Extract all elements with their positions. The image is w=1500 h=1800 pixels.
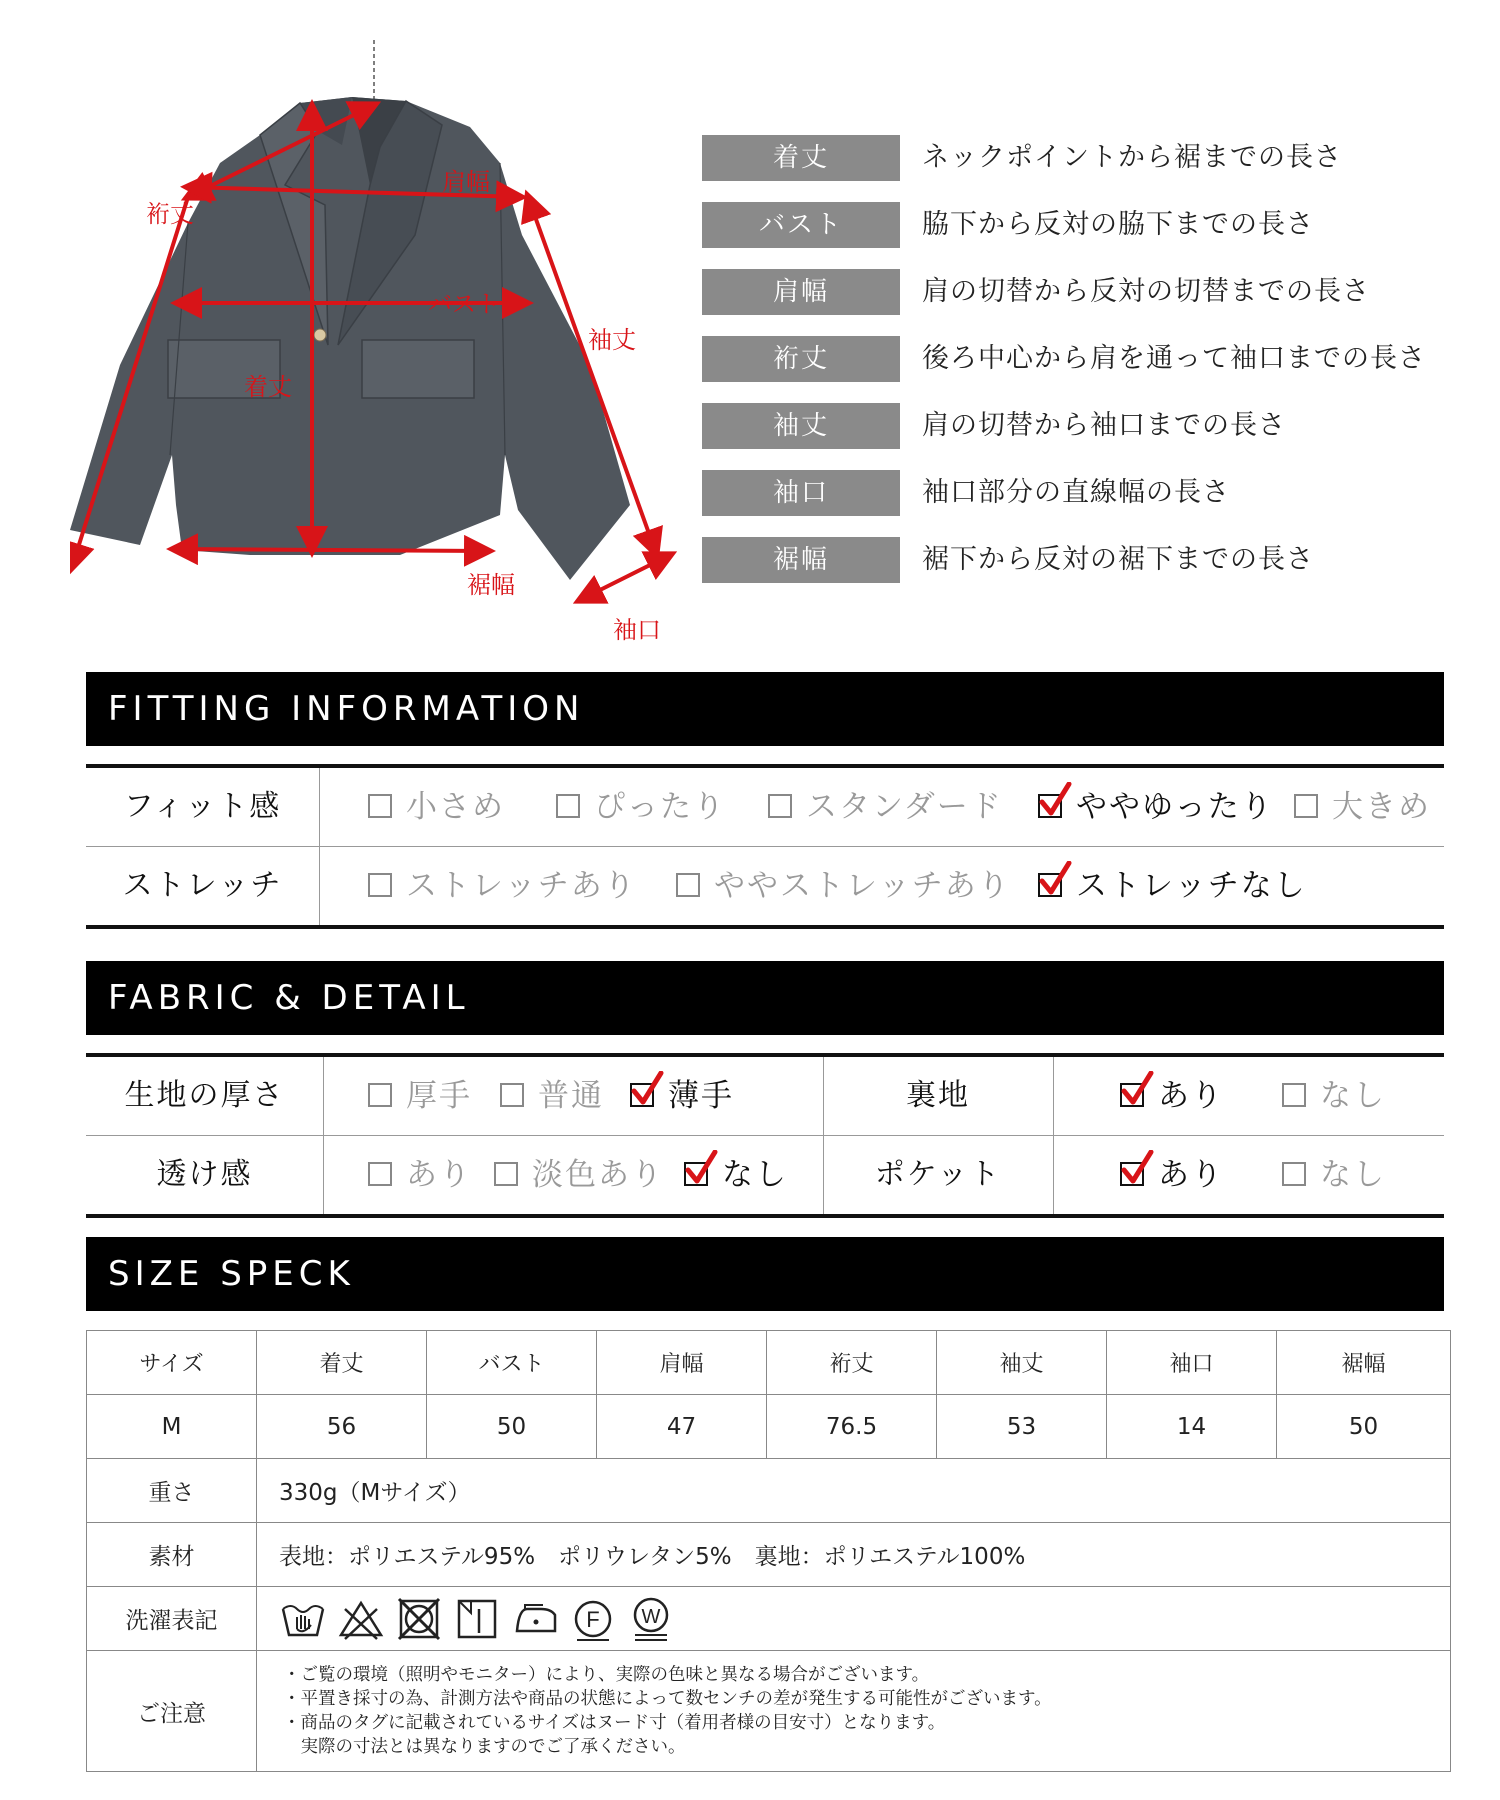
legend-row: [702, 135, 1462, 181]
legend-term: 着丈: [702, 135, 900, 181]
checkbox[interactable]: [768, 794, 792, 818]
legend-term: バスト: [702, 202, 900, 248]
sheer-option-none[interactable]: なし: [684, 1136, 788, 1214]
note-line: ・商品のタグに記載されているサイズはヌード寸（着用者様の目安寸）となります。: [283, 1713, 946, 1733]
fit-row: [86, 768, 1444, 846]
legend-term: 裄丈: [702, 336, 900, 382]
checkmark-icon: [1120, 1150, 1154, 1188]
label-susohaba: 裾幅: [467, 571, 515, 599]
note-line: ・平置き採寸の為、計測方法や商品の状態によって数センチの差が発生する可能性がございます。: [283, 1689, 1052, 1709]
value-cell: 53: [937, 1395, 1107, 1459]
note-line: ・ご覧の環境（照明やモニター）により、実際の色味と異なる場合がございます。: [283, 1665, 930, 1685]
checkbox[interactable]: [368, 1083, 392, 1107]
wet-clean-w-icon: [627, 1595, 675, 1643]
notes: [257, 1651, 1451, 1772]
checkbox[interactable]: [556, 794, 580, 818]
legend-row: [702, 269, 1462, 315]
button: [314, 329, 326, 341]
section-title: FITTING INFORMATION: [108, 689, 585, 729]
fit-option-large[interactable]: 大きめ: [1294, 768, 1431, 846]
fitting-section-header: [86, 672, 1444, 746]
fit-option-just[interactable]: ぴったり: [556, 768, 726, 846]
weight-row: [87, 1459, 1451, 1523]
stretch-label: ストレッチ: [122, 868, 283, 903]
thickness-row: [86, 1057, 1444, 1135]
legend-row: [702, 202, 1462, 248]
legend-desc: 肩の切替から反対の切替までの長さ: [922, 276, 1370, 307]
fitting-table: [86, 764, 1444, 929]
legend-term: 肩幅: [702, 269, 900, 315]
size-table: [86, 1330, 1451, 1772]
label-sodetake: 袖丈: [588, 326, 636, 354]
legend-desc: ネックポイントから裾までの長さ: [922, 142, 1342, 173]
size-data-row: [87, 1395, 1451, 1459]
checkbox[interactable]: [1282, 1083, 1306, 1107]
checkbox-checked[interactable]: [684, 1162, 708, 1186]
fit-label: フィット感: [123, 789, 282, 824]
label-yukitake: 裄丈: [146, 200, 194, 228]
thickness-option-thin[interactable]: 薄手: [630, 1057, 734, 1135]
material-value: 表地：ポリエステル95% ポリウレタン5% 裏地：ポリエステル100%: [257, 1523, 1451, 1587]
thickness-option-thick[interactable]: 厚手: [368, 1057, 472, 1135]
checkbox[interactable]: [1294, 794, 1318, 818]
stretch-option-none[interactable]: ストレッチなし: [1038, 847, 1307, 925]
value-cell: 76.5: [767, 1395, 937, 1459]
legend-term: 袖口: [702, 470, 900, 516]
sheer-label: 透け感: [156, 1157, 253, 1192]
fit-option-slightly-loose[interactable]: ややゆったり: [1038, 768, 1274, 846]
legend-term: 袖丈: [702, 403, 900, 449]
thickness-label: 生地の厚さ: [124, 1078, 285, 1113]
checkbox[interactable]: [500, 1083, 524, 1107]
header-cell: サイズ: [87, 1331, 257, 1395]
material-label: 素材: [87, 1523, 257, 1587]
jacket-measurement-diagram: [70, 35, 690, 655]
weight-label: 重さ: [87, 1459, 257, 1523]
note-line: 実際の寸法とは異なりますのでご了承ください。: [283, 1737, 686, 1757]
size-section-header: [86, 1237, 1444, 1311]
size-cell: M: [87, 1395, 257, 1459]
label-bust: バスト: [428, 290, 500, 318]
care-icons: [257, 1587, 1451, 1651]
hand-wash-icon: [279, 1595, 327, 1643]
legend-desc: 裾下から反対の裾下までの長さ: [922, 544, 1314, 575]
checkbox[interactable]: [368, 1162, 392, 1186]
line-dry-shade-icon: [453, 1595, 501, 1643]
value-cell: 14: [1107, 1395, 1277, 1459]
checkbox-checked[interactable]: [1038, 794, 1062, 818]
no-tumble-dry-icon: [395, 1595, 443, 1643]
checkbox[interactable]: [1282, 1162, 1306, 1186]
checkmark-icon: [684, 1150, 718, 1188]
lining-option-no[interactable]: なし: [1282, 1057, 1386, 1135]
material-row: [87, 1523, 1451, 1587]
notes-row: [87, 1651, 1451, 1772]
pocket-option-yes[interactable]: あり: [1120, 1136, 1224, 1214]
fit-option-small[interactable]: 小さめ: [368, 768, 505, 846]
no-bleach-icon: [337, 1595, 385, 1643]
value-cell: 50: [427, 1395, 597, 1459]
right-pocket-flap: [362, 340, 474, 398]
checkbox[interactable]: [368, 873, 392, 897]
value-cell: 56: [257, 1395, 427, 1459]
checkbox[interactable]: [494, 1162, 518, 1186]
svg-text:F: F: [586, 1606, 600, 1632]
checkbox-checked[interactable]: [1120, 1162, 1144, 1186]
header-cell: 裄丈: [767, 1331, 937, 1395]
header-cell: 着丈: [257, 1331, 427, 1395]
thickness-option-normal[interactable]: 普通: [500, 1057, 604, 1135]
checkmark-icon: [1038, 861, 1072, 899]
legend-row: [702, 403, 1462, 449]
sodeguchi-arrow: [580, 555, 670, 600]
value-cell: 50: [1277, 1395, 1451, 1459]
fit-option-standard[interactable]: スタンダード: [768, 768, 1003, 846]
label-kitake: 着丈: [244, 373, 292, 401]
checkmark-icon: [1120, 1071, 1154, 1109]
header-cell: バスト: [427, 1331, 597, 1395]
iron-low-icon: [511, 1595, 559, 1643]
header-cell: 肩幅: [597, 1331, 767, 1395]
checkbox[interactable]: [368, 794, 392, 818]
svg-text:W: W: [641, 1605, 661, 1628]
checkbox[interactable]: [676, 873, 700, 897]
pocket-label: ポケット: [874, 1157, 1002, 1192]
weight-value: 330g（Mサイズ）: [257, 1459, 1451, 1523]
legend-desc: 後ろ中心から肩を通って袖口までの長さ: [922, 343, 1426, 374]
legend-desc: 袖口部分の直線幅の長さ: [922, 477, 1230, 508]
stretch-option-slight[interactable]: ややストレッチあり: [676, 847, 1011, 925]
fabric-table: [86, 1053, 1444, 1218]
legend-row: [702, 470, 1462, 516]
care-row: [87, 1587, 1451, 1651]
legend-row: [702, 537, 1462, 583]
size-header-row: [87, 1331, 1451, 1395]
checkmark-icon: [1038, 782, 1072, 820]
jacket-body: [70, 97, 630, 580]
section-title: SIZE SPECK: [108, 1254, 355, 1294]
lining-option-yes[interactable]: あり: [1120, 1057, 1224, 1135]
sheer-option-yes[interactable]: あり: [368, 1136, 472, 1214]
header-cell: 袖口: [1107, 1331, 1277, 1395]
stretch-option-yes[interactable]: ストレッチあり: [368, 847, 637, 925]
legend-row: [702, 336, 1462, 382]
susohaba-arrow: [174, 549, 488, 551]
legend-desc: 肩の切替から袖口までの長さ: [922, 410, 1286, 441]
checkbox-checked[interactable]: [630, 1083, 654, 1107]
care-label: 洗濯表記: [87, 1587, 257, 1651]
legend-term: 裾幅: [702, 537, 900, 583]
label-sodeguchi: 袖口: [613, 616, 661, 644]
value-cell: 47: [597, 1395, 767, 1459]
notes-label: ご注意: [87, 1651, 257, 1772]
label-katahaba: 肩幅: [442, 168, 490, 196]
checkmark-icon: [630, 1071, 664, 1109]
lining-label: 裏地: [906, 1078, 970, 1113]
sheer-option-light-colors[interactable]: 淡色あり: [494, 1136, 664, 1214]
stretch-row: [86, 846, 1444, 925]
dry-clean-f-icon: [569, 1595, 617, 1643]
pocket-option-no[interactable]: なし: [1282, 1136, 1386, 1214]
sheer-row: [86, 1135, 1444, 1214]
header-cell: 裾幅: [1277, 1331, 1451, 1395]
checkbox-checked[interactable]: [1038, 873, 1062, 897]
header-cell: 袖丈: [937, 1331, 1107, 1395]
checkbox-checked[interactable]: [1120, 1083, 1144, 1107]
section-title: FABRIC & DETAIL: [108, 978, 470, 1018]
legend-desc: 脇下から反対の脇下までの長さ: [922, 209, 1314, 240]
fabric-section-header: [86, 961, 1444, 1035]
